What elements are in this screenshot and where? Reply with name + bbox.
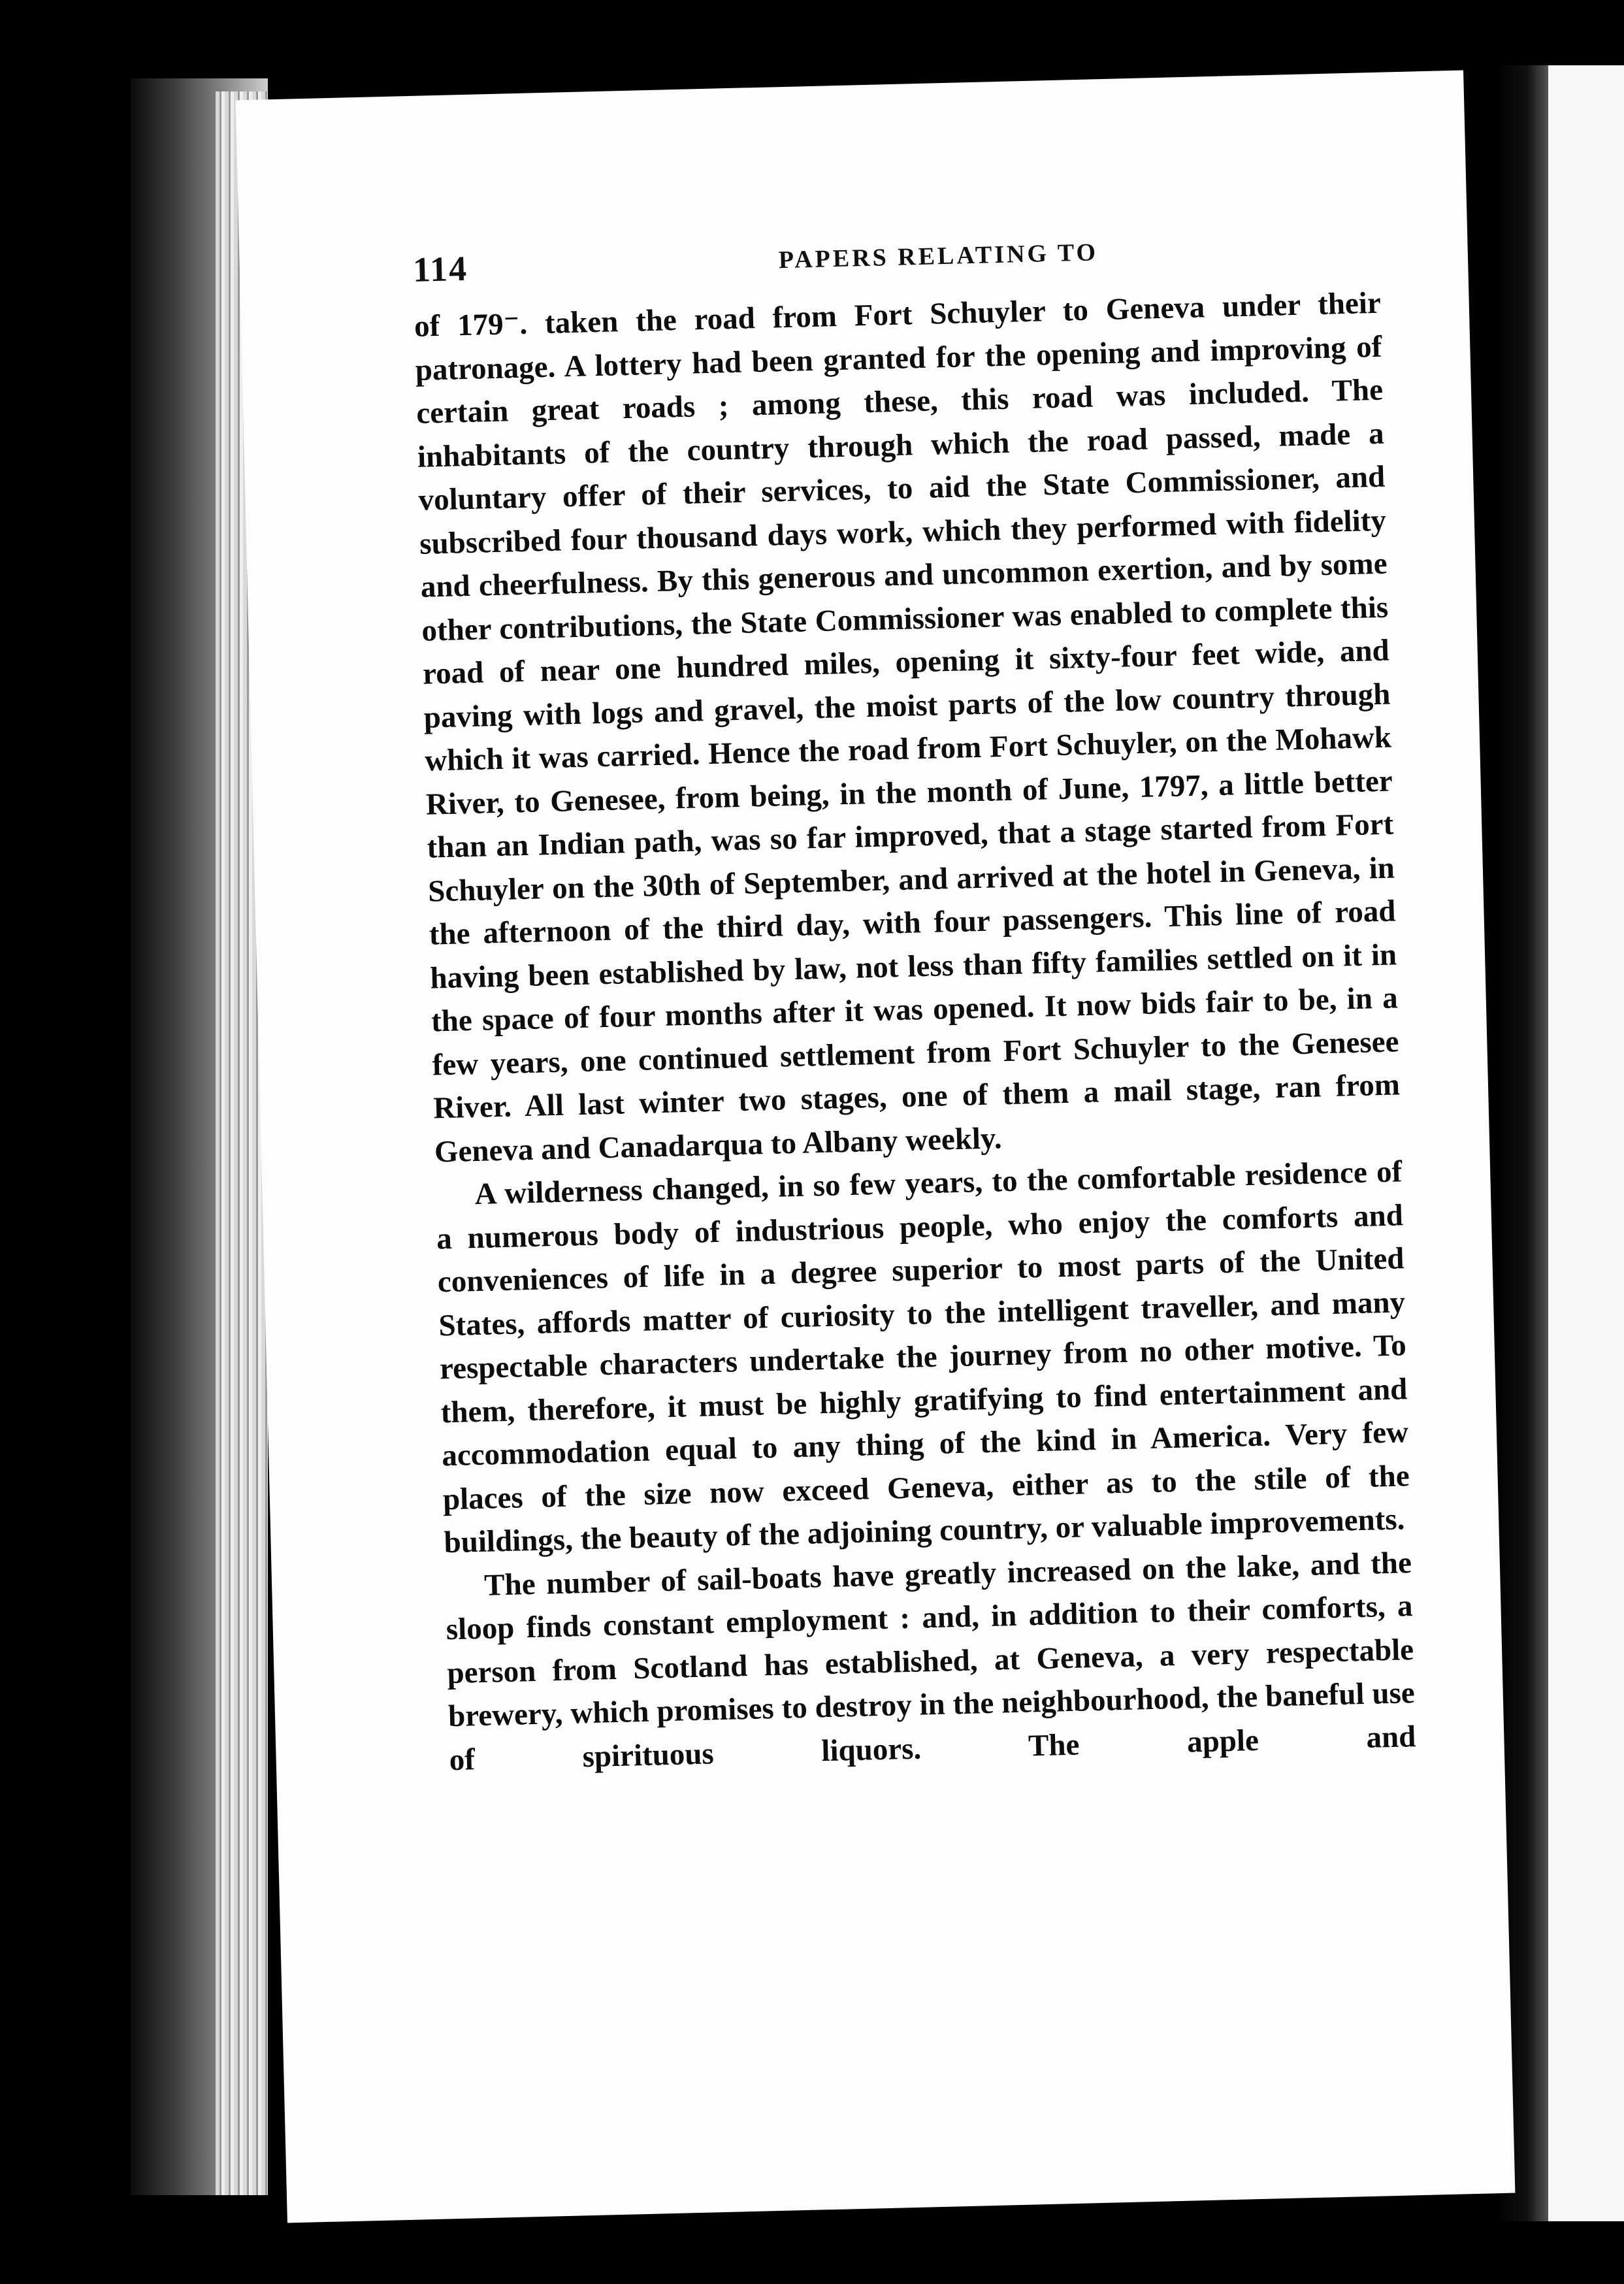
paragraph-1: of 179⁻. taken the road from Fort Schuyler to Geneva under their patronage. A lottery had been granted for the opening and improving of certain great roads ; among these, this road was included. The inhabitants of the country through which the road passed, made a voluntary offer of their services, to aid the State Commissioner, and subscribed four thousand days work, which they performed with fidelity and cheerfulness. By this generous and uncommon exertion, and by some other contributions, the State Commissioner was enabled to complete this road of near one hundred miles, opening it sixty-four feet wide, and paving with logs and gravel, the moist parts of the low country through which it was carried. Hence the road from Fort Schuyler, on the Mohawk River, to Genesee, from being, in the month of June, 1797, a little better than an Indian path, was so far improved, that a stage started from Fort Schuyler on the 30th of September, and arrived at the hotel in Geneva, in the afternoon of the third day, with four passengers. This line of road having been established by law, not less than fifty families settled on it in the space of four months after it was opened. It now bids fair to be, in a few years, one continued settlement from Fort Schuyler to the Genesee River. All last winter two stages, one of them a mail stage, ran from Geneva and Canadarqua to Albany weekly. [414,286,1401,1169]
paragraph-2: A wilderness changed, in so few years, to the comfortable residence of a numerous body of industrious people, who enjoy the comforts and conveniences of life in a degree superior to most parts of the United States, affords matter of curiosity to the intelligent traveller, and many respectable characters undertake the journey from no other motive. To them, therefore, it must be highly gratifying to find entertainment and accommodation equal to any thing of the kind in America. Very few places of the size now exceed Geneva, either as to the stile of the buildings, the beauty of the adjoining country, or valuable improvements. [436,1154,1410,1560]
book-page [236,71,1516,2223]
facing-page [1496,65,1624,2221]
paragraph-3: The number of sail-boats have greatly increased on the lake, and the sloop finds constant employment : and, in addition to their comforts, a person from Scotland has established, at Geneva, a very respectable brewery, which promises to destroy in the neighbourhood, the baneful use of spirituous liquors. The apple and [446,1545,1416,1777]
running-head: PAPERS RELATING TO [778,238,1099,274]
page-header [412,226,1380,289]
body-text [414,282,1416,1782]
page-number: 114 [412,248,468,289]
